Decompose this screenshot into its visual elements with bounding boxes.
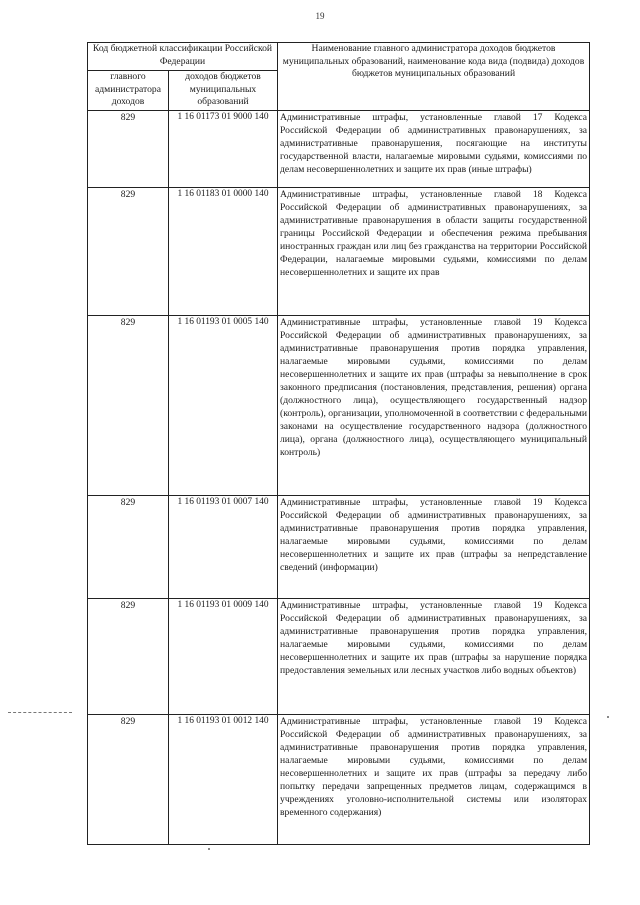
revenue-code-cell: 1 16 01193 01 0007 140	[169, 496, 278, 599]
table-row	[88, 111, 590, 188]
revenue-code-cell: 1 16 01173 01 9000 140	[169, 111, 278, 188]
revenue-code-cell: 1 16 01183 01 0000 140	[169, 188, 278, 316]
scan-artifact-line	[8, 712, 72, 714]
revenue-code-cell: 1 16 01193 01 0009 140	[169, 599, 278, 715]
admin-code-cell: 829	[88, 599, 169, 715]
table-row	[88, 496, 590, 599]
revenue-column-header: доходов бюджетов муниципальных образований	[169, 71, 278, 111]
table-row	[88, 316, 590, 496]
admin-code-cell: 829	[88, 496, 169, 599]
table-row	[88, 188, 590, 316]
scan-artifact-dot	[208, 848, 210, 850]
admin-code-cell: 829	[88, 111, 169, 188]
revenue-code-cell: 1 16 01193 01 0012 140	[169, 715, 278, 845]
revenue-name-cell: Административные штрафы, установленные главой 19 Кодекса Российской Федерации об административных правонарушениях, за административные правонарушения против порядка управления, налагаемые мировыми судьями, комиссиями по делам несовершеннолетних и защите их прав (штрафы за передачу либо попытку передачи запрещенных предметов лицам, содержащимся в учреждениях уголовно-исполнительной системы или изоляторах временного содержания)	[278, 715, 590, 845]
table-row	[88, 715, 590, 845]
admin-column-header: главного администратора доходов	[88, 71, 169, 111]
admin-code-cell: 829	[88, 715, 169, 845]
revenue-name-cell: Административные штрафы, установленные главой 19 Кодекса Российской Федерации об административных правонарушениях, за административные правонарушения против порядка управления, налагаемые мировыми судьями, комиссиями по делам несовершеннолетних и защите их прав (штрафы за невыполнение в срок законного предписания (постановления, представления, решения) органа (должностного лица), осуществляющего государственный надзор (контроль), организации, уполномоченной в соответствии с федеральными законами на осуществление государственного надзора (должностного лица), органа (должностного лица), осуществляющего муниципальный контроль)	[278, 316, 590, 496]
admin-code-cell: 829	[88, 316, 169, 496]
admin-code-cell: 829	[88, 188, 169, 316]
revenue-code-cell: 1 16 01193 01 0005 140	[169, 316, 278, 496]
page-number: 19	[315, 11, 325, 21]
revenue-name-cell: Административные штрафы, установленные главой 19 Кодекса Российской Федерации об административных правонарушениях, за административные правонарушения против порядка управления, налагаемые мировыми судьями, комиссиями по делам несовершеннолетних и защите их прав (штрафы за нарушение порядка предоставления земельных или лесных участков либо водных объектов)	[278, 599, 590, 715]
table-header-row	[88, 43, 590, 71]
revenue-name-cell: Административные штрафы, установленные главой 19 Кодекса Российской Федерации об административных правонарушениях, за административные правонарушения против порядка управления, налагаемые мировыми судьями, комиссиями по делам несовершеннолетних и защите их прав (штрафы за непредставление сведений (информации)	[278, 496, 590, 599]
revenue-name-cell: Административные штрафы, установленные главой 17 Кодекса Российской Федерации об административных правонарушениях, за административные правонарушения, посягающие на институты государственной власти, налагаемые мировыми судьями, комиссиями по делам несовершеннолетних и защите их прав (иные штрафы)	[278, 111, 590, 188]
code-group-header: Код бюджетной классификации Российской Федерации	[88, 43, 278, 71]
table-row	[88, 599, 590, 715]
name-column-header: Наименование главного администратора доходов бюджетов муниципальных образований, наименование кода вида (подвида) доходов бюджетов муниципальных образований	[278, 43, 590, 111]
scan-artifact-dot	[607, 716, 609, 718]
budget-classification-table	[87, 42, 590, 845]
revenue-name-cell: Административные штрафы, установленные главой 18 Кодекса Российской Федерации об административных правонарушениях, за административные правонарушения в области защиты государственной границы Российской Федерации и обеспечения режима пребывания иностранных граждан или лиц без гражданства на территории Российской Федерации, налагаемые мировыми судьями, комиссиями по делам несовершеннолетних и защите их прав	[278, 188, 590, 316]
